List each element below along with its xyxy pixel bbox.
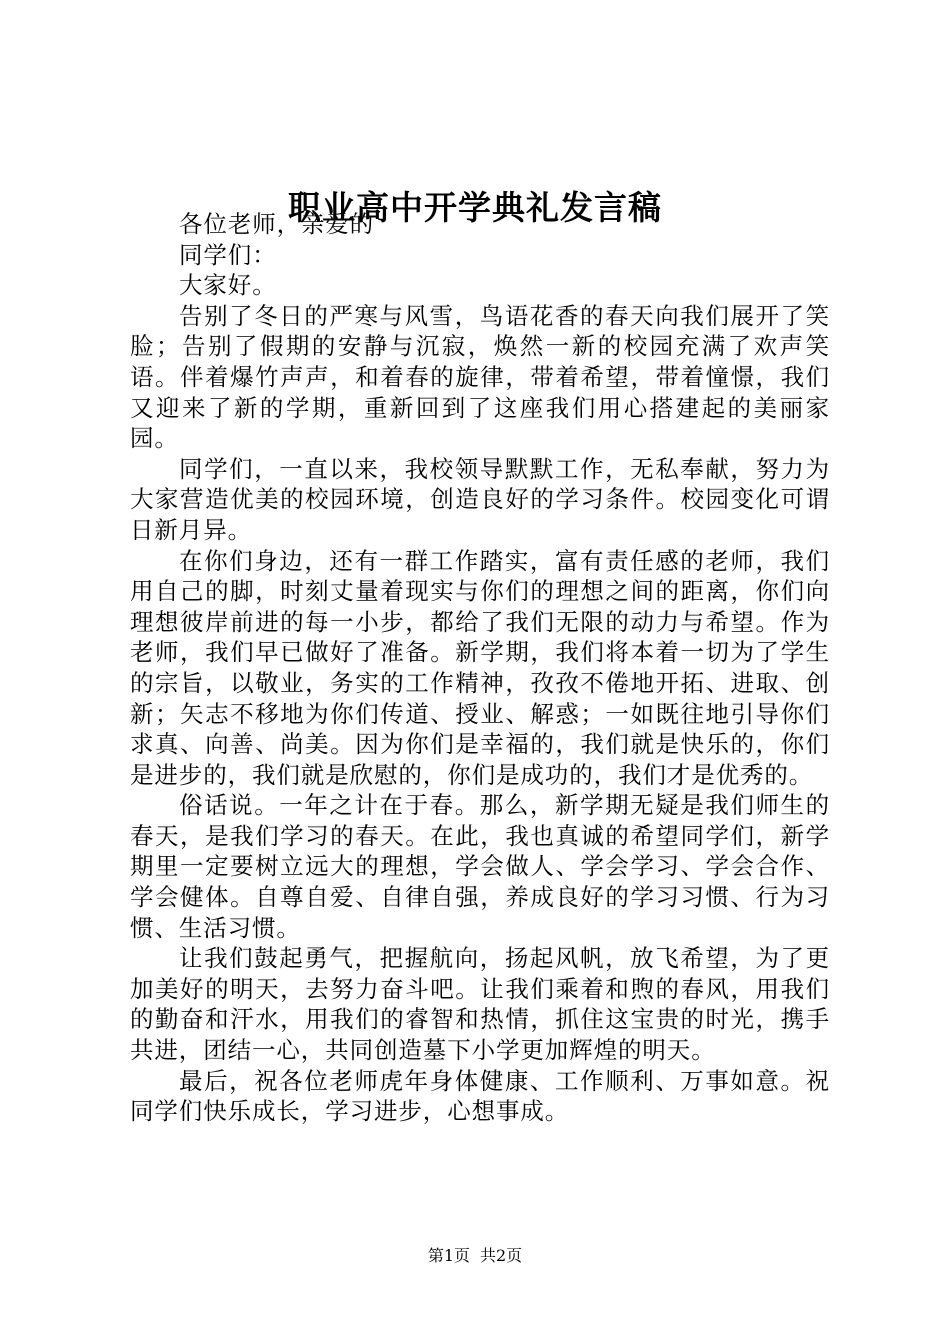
paragraph-greeting-3: 大家好。 [179,271,277,300]
page-footer [0,1246,950,1266]
paragraph-5: 让我们鼓起勇气，把握航向，扬起风帆，放飞希望，为了更加美好的明天，去努力奋斗吧。让我们乘着和煦的春风，用我们的勤奋和汗水，用我们的睿智和热情，抓住这宝贵的时光，携手共进，团结一心，共同创造墓下小学更加辉煌的明天。 [130,944,830,1065]
paragraph-greeting-2: 同学们： [179,240,277,269]
document-body [130,209,830,1127]
document-title: 职业高中开学典礼发言稿 [288,188,662,227]
paragraph-3: 在你们身边，还有一群工作踏实，富有责任感的老师，我们用自己的脚，时刻丈量着现实与你们的理想之间的距离，你们向理想彼岸前进的每一小步，都给了我们无限的动力与希望。作为老师，我们早已做好了准备。新学期，我们将本着一切为了学生的宗旨，以敬业，务实的工作精神，孜孜不倦地开拓、进取、创新；矢志不移地为你们传道、授业、解惑；一如既往地引导你们求真、向善、尚美。因为你们是幸福的，我们就是快乐的，你们是进步的，我们就是欣慰的，你们是成功的，我们才是优秀的。 [130,546,830,789]
paragraph-1: 告别了冬日的严寒与风雪，鸟语花香的春天向我们展开了笑脸；告别了假期的安静与沉寂，焕然一新的校园充满了欢声笑语。伴着爆竹声声，和着春的旋律，带着希望，带着憧憬，我们又迎来了新的学期，重新回到了这座我们用心搭建起的美丽家园。 [130,301,830,453]
paragraph-greeting-1: 各位老师，亲爱的 [179,210,375,238]
page-number-total: 共2页 [480,1246,523,1265]
page-number-current: 第1页 [427,1246,470,1265]
paragraph-closing: 最后，祝各位老师虎年身体健康、工作顺利、万事如意。祝同学们快乐成长，学习进步，心想事成。 [130,1066,830,1126]
paragraph-4: 俗话说。一年之计在于春。那么，新学期无疑是我们师生的春天，是我们学习的春天。在此，我也真诚的希望同学们，新学期里一定要树立远大的理想，学会做人、学会学习、学会合作、学会健体。自尊自爱、自律自强，养成良好的学习习惯、行为习惯、生活习惯。 [130,791,830,942]
paragraph-2: 同学们，一直以来，我校领导默默工作，无私奉献，努力为大家营造优美的校园环境，创造良好的学习条件。校园变化可谓日新月异。 [130,454,830,544]
